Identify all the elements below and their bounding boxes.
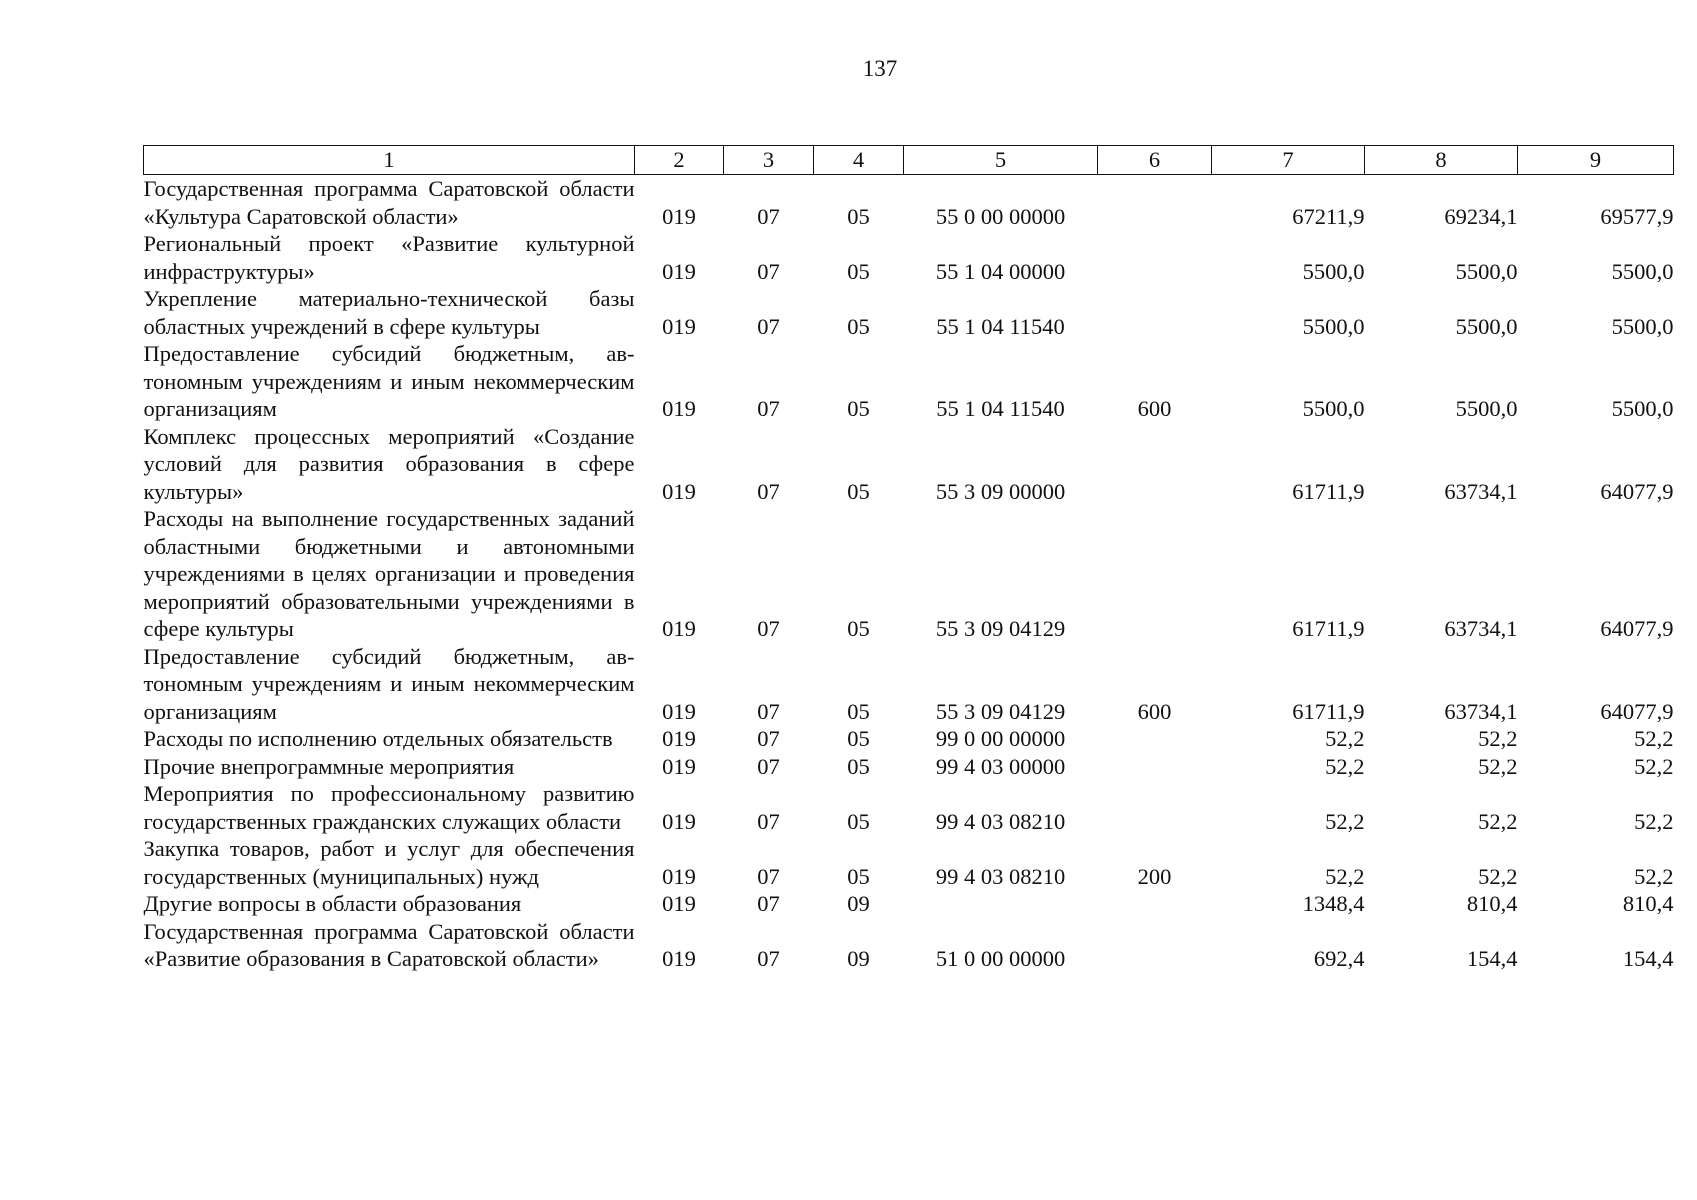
row-name: Укрепление материально-технической базы областных учреждений в сфере культуры — [143, 286, 635, 339]
row-col-4: 05 — [847, 863, 870, 889]
row-col-3: 07 — [757, 203, 780, 229]
row-col-6 — [1098, 890, 1212, 918]
row-col-8: 5500,0 — [1455, 258, 1518, 284]
row-col-8: 52,2 — [1478, 726, 1518, 751]
row-col-8: 63734,1 — [1444, 616, 1518, 641]
table-row — [144, 890, 1674, 918]
row-col-2: 019 — [662, 396, 696, 421]
row-col-4: 05 — [847, 698, 870, 724]
header-col-6: 6 — [1098, 146, 1212, 175]
row-col-9: 64077,9 — [1600, 698, 1674, 724]
table-row — [144, 918, 1674, 973]
row-col-9: 810,4 — [1622, 891, 1674, 916]
row-col-3: 07 — [757, 313, 780, 339]
row-col-5: 55 1 04 11540 — [936, 313, 1065, 339]
header-col-3: 3 — [724, 146, 814, 175]
header-col-2: 2 — [635, 146, 724, 175]
row-col-8: 63734,1 — [1444, 698, 1518, 724]
row-col-7: 5500,0 — [1302, 313, 1365, 339]
row-col-5: 55 3 09 00000 — [935, 478, 1066, 504]
table-row — [144, 835, 1674, 890]
row-col-2: 019 — [662, 616, 696, 641]
row-col-6: 600 — [1137, 698, 1172, 724]
row-col-4: 05 — [847, 313, 870, 339]
row-name: Прочие внепрограммные мероприятия — [143, 753, 515, 779]
header-row — [144, 146, 1674, 175]
row-col-4: 05 — [847, 478, 870, 504]
row-col-9: 5500,0 — [1611, 396, 1674, 421]
row-col-2: 019 — [662, 808, 696, 834]
row-col-6 — [1098, 918, 1212, 973]
row-name: Расходы на выполнение государственных заданий областными бюджетными и автономными учреждениями в целях организации и проведения мероприятий образовательными учреждениями в сфере культуры — [143, 506, 635, 641]
row-col-6 — [1098, 285, 1212, 340]
row-col-9: 5500,0 — [1611, 313, 1674, 339]
header-col-4: 4 — [814, 146, 904, 175]
row-col-7: 61711,9 — [1292, 478, 1365, 504]
row-col-9: 52,2 — [1634, 808, 1674, 834]
table-row — [144, 175, 1674, 231]
row-col-9: 154,4 — [1622, 946, 1674, 971]
row-col-6 — [1098, 423, 1212, 506]
row-col-7: 67211,9 — [1292, 203, 1365, 229]
table-row — [144, 643, 1674, 726]
row-col-7: 52,2 — [1325, 808, 1365, 834]
row-col-3: 07 — [757, 808, 780, 834]
row-col-5: 55 3 09 04129 — [935, 698, 1066, 724]
row-col-4: 05 — [847, 753, 870, 779]
row-col-9: 52,2 — [1634, 726, 1674, 751]
header-col-8: 8 — [1365, 146, 1518, 175]
row-col-2: 019 — [662, 863, 696, 889]
table-row — [144, 285, 1674, 340]
row-col-2: 019 — [662, 313, 696, 339]
row-col-6 — [1098, 230, 1212, 285]
table-row — [144, 423, 1674, 506]
row-col-8: 810,4 — [1466, 891, 1518, 916]
row-col-7: 52,2 — [1325, 863, 1365, 889]
row-col-5: 55 1 04 11540 — [936, 396, 1065, 421]
row-col-4: 05 — [847, 726, 870, 751]
row-name: Расходы по исполнению отдельных обязательств — [143, 726, 613, 751]
table-row — [144, 230, 1674, 285]
table-row — [144, 725, 1674, 753]
row-name: Государственная программа Саратовской области «Развитие образования в Саратовской области» — [143, 918, 635, 971]
row-col-3: 07 — [757, 258, 780, 284]
row-name: Другие вопросы в области образования — [143, 891, 522, 916]
row-col-3: 07 — [757, 698, 780, 724]
row-col-8: 69234,1 — [1444, 203, 1518, 229]
row-col-9: 5500,0 — [1611, 258, 1674, 284]
row-col-5: 51 0 00 00000 — [935, 946, 1066, 971]
row-col-3: 07 — [757, 726, 780, 751]
row-col-2: 019 — [662, 203, 696, 229]
row-col-6 — [1098, 753, 1212, 781]
budget-table — [143, 145, 1674, 973]
row-col-7: 61711,9 — [1292, 698, 1365, 724]
row-col-3: 07 — [757, 863, 780, 889]
row-col-5: 99 4 03 00000 — [935, 753, 1066, 779]
row-col-4: 05 — [847, 808, 870, 834]
row-col-4: 09 — [847, 891, 870, 916]
row-col-4: 05 — [847, 258, 870, 284]
row-col-5: 99 4 03 08210 — [935, 863, 1066, 889]
header-col-1: 1 — [144, 146, 635, 175]
row-col-3: 07 — [757, 891, 780, 916]
row-col-5: 99 4 03 08210 — [935, 808, 1066, 834]
row-col-5: 55 3 09 04129 — [935, 616, 1066, 641]
table-row — [144, 340, 1674, 423]
row-col-5 — [904, 890, 1098, 918]
row-col-7: 692,4 — [1313, 946, 1365, 971]
row-col-6: 200 — [1137, 863, 1172, 889]
table-body — [144, 175, 1674, 973]
row-col-2: 019 — [662, 478, 696, 504]
row-col-7: 5500,0 — [1302, 258, 1365, 284]
row-col-4: 05 — [847, 203, 870, 229]
header-col-5: 5 — [904, 146, 1098, 175]
row-col-2: 019 — [662, 258, 696, 284]
row-col-2: 019 — [662, 726, 696, 751]
row-col-2: 019 — [662, 946, 696, 971]
row-col-8: 5500,0 — [1455, 396, 1518, 421]
row-col-6 — [1098, 725, 1212, 753]
row-col-8: 52,2 — [1478, 753, 1518, 779]
table-row — [144, 753, 1674, 781]
row-col-8: 52,2 — [1478, 863, 1518, 889]
row-col-8: 63734,1 — [1444, 478, 1518, 504]
row-col-7: 61711,9 — [1292, 616, 1365, 641]
row-col-6 — [1098, 175, 1212, 231]
row-col-9: 69577,9 — [1600, 203, 1674, 229]
row-col-2: 019 — [662, 698, 696, 724]
page-number: 137 — [862, 56, 898, 81]
header-col-7: 7 — [1212, 146, 1365, 175]
row-col-5: 55 1 04 00000 — [935, 258, 1066, 284]
row-col-7: 5500,0 — [1302, 396, 1365, 421]
row-col-4: 05 — [847, 396, 870, 421]
row-col-3: 07 — [757, 616, 780, 641]
row-col-8: 52,2 — [1478, 808, 1518, 834]
row-col-3: 07 — [757, 478, 780, 504]
row-name: Предоставление субсидий бюджетным, автономным учреждениям и иным некоммерческим организациям — [143, 341, 635, 421]
row-col-9: 52,2 — [1634, 863, 1674, 889]
row-col-2: 019 — [662, 753, 696, 779]
row-col-5: 55 0 00 00000 — [935, 203, 1066, 229]
row-col-9: 64077,9 — [1600, 478, 1674, 504]
row-col-2: 019 — [662, 891, 696, 916]
row-col-9: 64077,9 — [1600, 616, 1674, 641]
row-col-3: 07 — [757, 946, 780, 971]
table-header — [144, 146, 1674, 175]
row-col-4: 05 — [847, 616, 870, 641]
row-name: Региональный проект «Развитие культурной инфраструктуры» — [143, 231, 635, 284]
row-col-3: 07 — [757, 753, 780, 779]
row-name: Государственная программа Саратовской области «Культура Саратовской области» — [143, 176, 635, 229]
row-col-3: 07 — [757, 396, 780, 421]
table-row — [144, 780, 1674, 835]
table-row — [144, 505, 1674, 643]
header-col-9: 9 — [1518, 146, 1674, 175]
row-name: Мероприятия по профессиональному развитию государственных гражданских служащих области — [143, 781, 635, 834]
row-name: Предоставление субсидий бюджетным, автономным учреждениям и иным некоммерческим организациям — [143, 643, 635, 724]
row-col-8: 5500,0 — [1455, 313, 1518, 339]
row-col-6 — [1098, 505, 1212, 643]
row-col-6: 600 — [1137, 396, 1172, 421]
row-col-7: 1348,4 — [1302, 891, 1365, 916]
row-col-4: 09 — [847, 946, 870, 971]
row-col-8: 154,4 — [1466, 946, 1518, 971]
row-name: Комплекс процессных мероприятий «Создание условий для развития образования в сфере культуры» — [143, 423, 635, 504]
row-col-6 — [1098, 780, 1212, 835]
row-col-9: 52,2 — [1634, 753, 1674, 779]
row-name: Закупка товаров, работ и услуг для обеспечения государственных (муниципальных) нужд — [143, 836, 635, 889]
row-col-5: 99 0 00 00000 — [935, 726, 1066, 751]
row-col-7: 52,2 — [1325, 726, 1365, 751]
row-col-7: 52,2 — [1325, 753, 1365, 779]
